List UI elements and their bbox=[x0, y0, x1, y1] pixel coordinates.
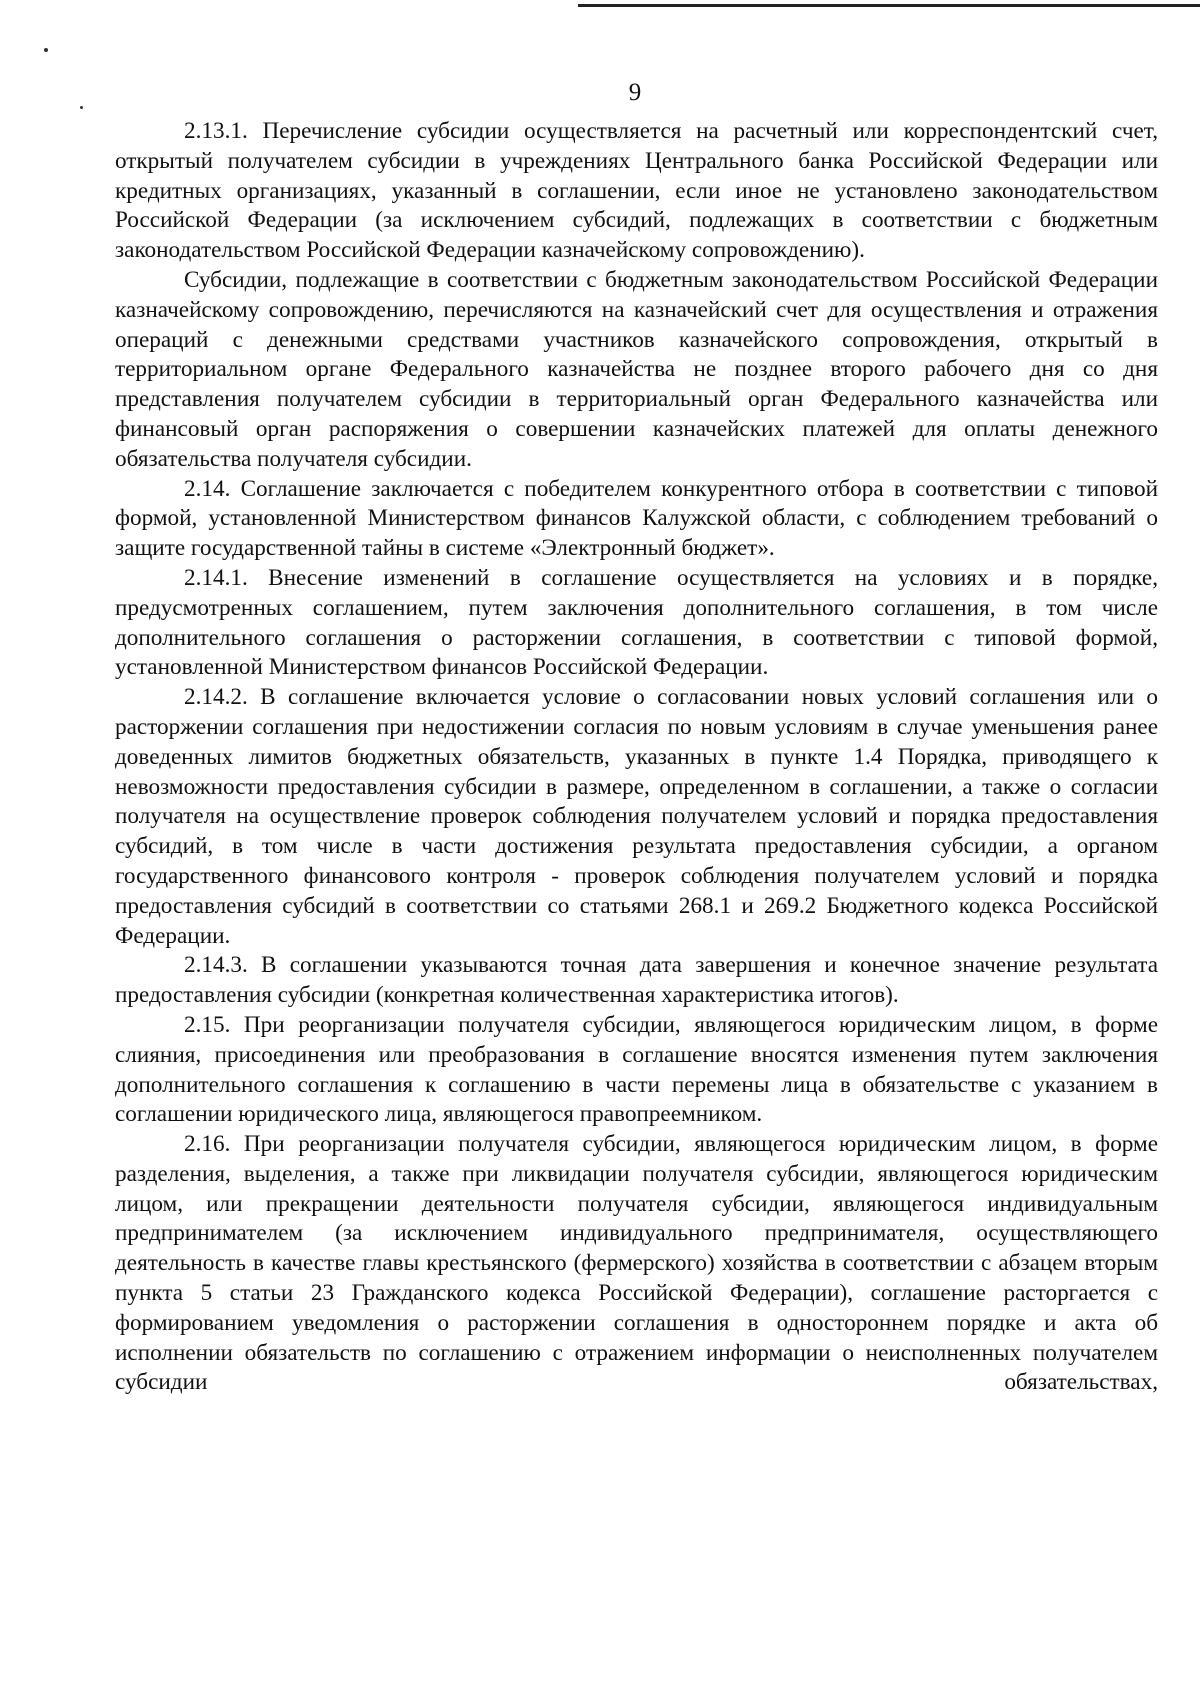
document-body bbox=[115, 117, 1158, 1398]
paragraph-2-14-1: 2.14.1. Внесение изменений в соглашение осуществляется на условиях и в порядке, предусмотренных соглашением, путем заключения дополнительного соглашения, в том числе дополнительного соглашения о расторжении соглашения, в соответствии с типовой формой, установленной Министерством финансов Российской Федерации. bbox=[115, 564, 1158, 681]
scan-edge-line bbox=[578, 4, 1200, 7]
page-number: 9 bbox=[628, 79, 642, 106]
scan-speck bbox=[44, 48, 48, 52]
paragraph-2-14-2: 2.14.2. В соглашение включается условие о согласовании новых условий соглашения или о расторжении соглашения при недостижении согласия по новым условиям в случае уменьшения ранее доведенных лимитов бюджетных обязательств, указанных в пункте 1.4 Порядка, приводящего к невозможности предоставления субсидии в размере, определенном в соглашении, а также о согласии получателя на осуществление проверок соблюдения получателем условий и порядка предоставления субсидий, в том числе в части достижения результата предоставления субсидии, а органом государственного финансового контроля - проверок соблюдения получателем условий и порядка предоставления субсидий в соответствии со статьями 268.1 и 269.2 Бюджетного кодекса Российской Федерации. bbox=[115, 684, 1158, 949]
paragraph-2-14: 2.14. Соглашение заключается с победителем конкурентного отбора в соответствии с типовой формой, установленной Министерством финансов Калужской области, с соблюдением требований о защите государственной тайны в системе «Электронный бюджет». bbox=[115, 475, 1158, 562]
paragraph-treasury-subsidies: Субсидии, подлежащие в соответствии с бюджетным законодательством Российской Федерации казначейскому сопровождению, перечисляются на казначейский счет для осуществления и отражения операций с денежными средствами участников казначейского сопровождения, открытый в территориальном органе Федерального казначейства не позднее второго рабочего дня со дня представления получателем субсидии в территориальный орган Федерального казначейства или финансовый орган распоряжения о совершении казначейских платежей для оплаты денежного обязательства получателя субсидии. bbox=[115, 266, 1158, 472]
paragraph-2-13-1: 2.13.1. Перечисление субсидии осуществляется на расчетный или корреспондентский счет, открытый получателем субсидии в учреждениях Центрального банка Российской Федерации или кредитных организациях, указанный в соглашении, если иное не установлено законодательством Российской Федерации (за исключением субсидий, подлежащих в соответствии с бюджетным законодательством Российской Федерации казначейскому сопровождению). bbox=[115, 118, 1158, 264]
paragraph-2-14-3: 2.14.3. В соглашении указываются точная дата завершения и конечное значение результата предоставления субсидии (конкретная количественная характеристика итогов). bbox=[115, 952, 1158, 1009]
paragraph-2-15: 2.15. При реорганизации получателя субсидии, являющегося юридическим лицом, в форме слияния, присоединения или преобразования в соглашение вносятся изменения путем заключения дополнительного соглашения к соглашению в части перемены лица в обязательстве с указанием в соглашении юридического лица, являющегося правопреемником. bbox=[115, 1011, 1158, 1128]
paragraph-2-16: 2.16. При реорганизации получателя субсидии, являющегося юридическим лицом, в форме разделения, выделения, а также при ликвидации получателя субсидии, являющегося юридическим лицом, или прекращении деятельности получателя субсидии, являющегося индивидуальным предпринимателем (за исключением индивидуального предпринимателя, осуществляющего деятельность в качестве главы крестьянского (фермерского) хозяйства в соответствии с абзацем вторым пункта 5 статьи 23 Гражданского кодекса Российской Федерации), соглашение расторгается с формированием уведомления о расторжении соглашения в одностороннем порядке и акта об исполнении обязательств по соглашению с отражением информации о неисполненных получателем субсидии обязательствах, bbox=[115, 1131, 1158, 1396]
